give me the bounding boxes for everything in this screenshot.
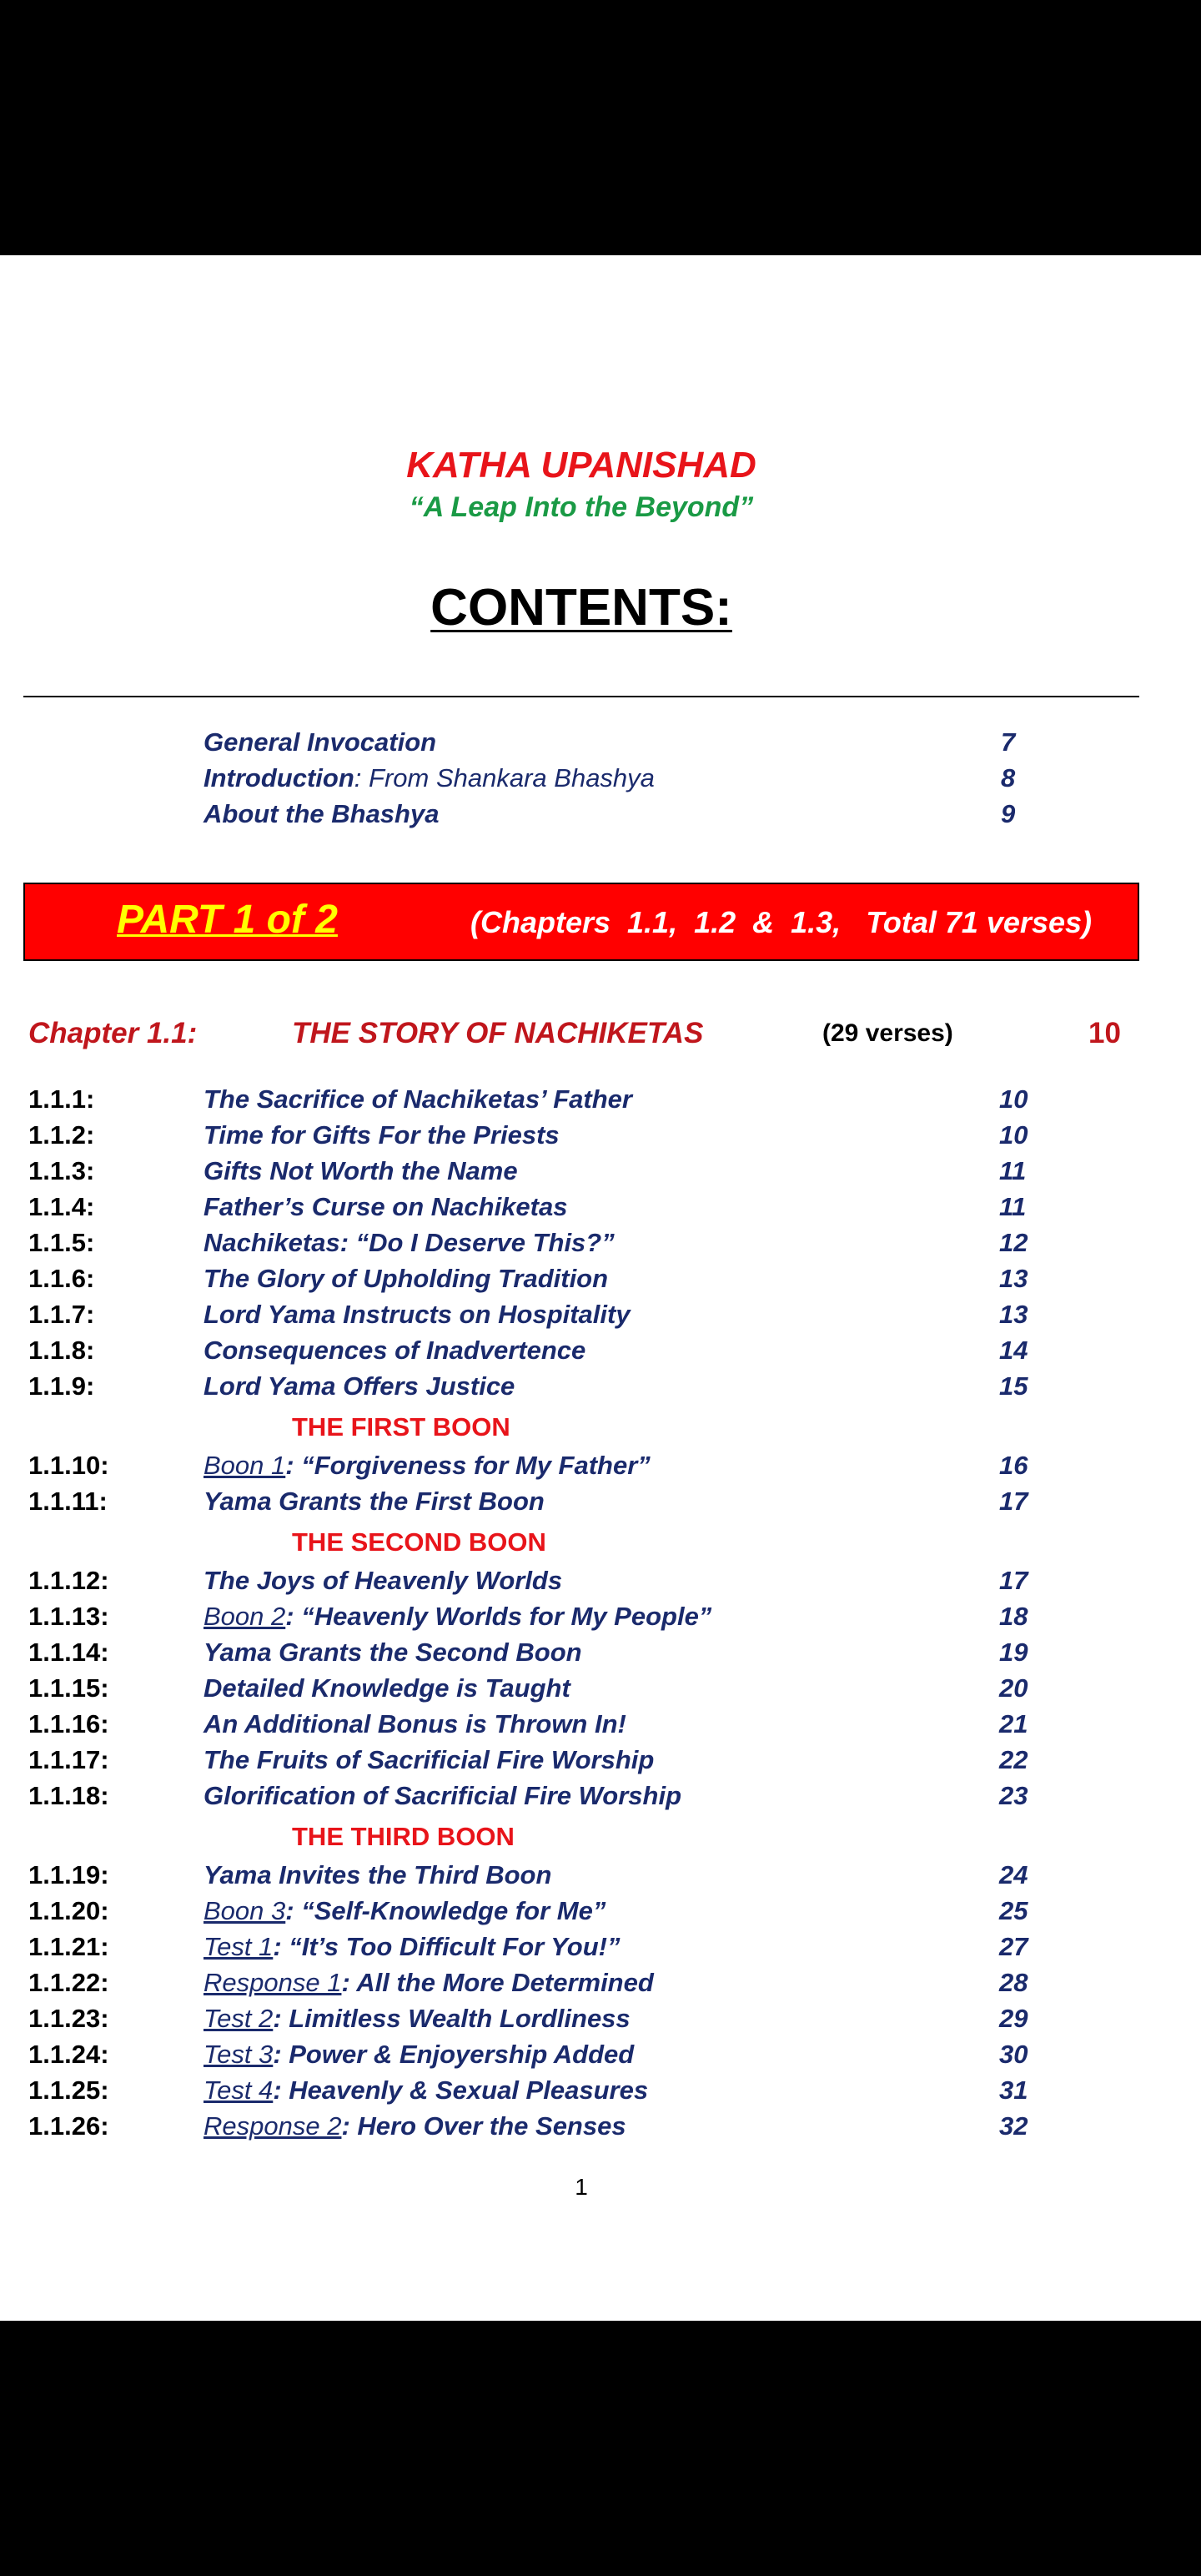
- part-banner: [23, 883, 1139, 961]
- section-heading: THE THIRD BOON: [292, 1822, 515, 1851]
- toc-entry-title: Yama Grants the First Boon: [204, 1487, 545, 1516]
- toc-entry-page: 25: [999, 1896, 1028, 1925]
- toc-entry-title: : All the More Determined: [341, 1968, 654, 1997]
- toc-entry-title: : Hero Over the Senses: [341, 2111, 626, 2141]
- toc-entry-title: General Invocation: [204, 727, 437, 757]
- toc-entry-title: : “Heavenly Worlds for My People”: [285, 1602, 712, 1631]
- toc-entry-title: : Power & Enjoyership Added: [273, 2040, 635, 2069]
- toc-entry-number: 1.1.18:: [28, 1781, 109, 1810]
- chapter-verses: (29 verses): [822, 1019, 953, 1047]
- chapter-page: 10: [1088, 1017, 1121, 1049]
- toc-entry-prefix: Response 1: [204, 1968, 342, 1997]
- toc-entry-number: 1.1.21:: [28, 1932, 109, 1961]
- toc-entry[interactable]: [0, 1778, 1201, 1814]
- toc-entry-number: 1.1.10:: [28, 1451, 109, 1480]
- toc-entry-title: Yama Grants the Second Boon: [204, 1638, 582, 1667]
- toc-entry-number: 1.1.2:: [28, 1120, 95, 1150]
- toc-entry-title: : “Self-Knowledge for Me”: [285, 1896, 606, 1925]
- chapter-label: Chapter 1.1:: [28, 1017, 198, 1049]
- toc-entry-prefix: Boon 2: [204, 1602, 286, 1631]
- toc-entry-page: 19: [999, 1638, 1028, 1667]
- horizontal-divider: [23, 696, 1139, 697]
- toc-entry[interactable]: [0, 1189, 1201, 1225]
- toc-entry[interactable]: [0, 1117, 1201, 1153]
- toc-entry-title: The Glory of Upholding Tradition: [204, 1264, 609, 1293]
- toc-entry[interactable]: [0, 1929, 1201, 1965]
- toc-entry-number: 1.1.20:: [28, 1896, 109, 1925]
- section-heading: THE SECOND BOON: [292, 1527, 546, 1557]
- document-title: KATHA UPANISHAD: [406, 445, 756, 486]
- section-heading: THE FIRST BOON: [292, 1412, 510, 1441]
- toc-entry[interactable]: [0, 1742, 1201, 1778]
- toc-entry-title: Gifts Not Worth the Name: [204, 1156, 518, 1185]
- toc-entry[interactable]: [0, 796, 1201, 832]
- toc-entry-page: 10: [999, 1120, 1028, 1150]
- toc-entry[interactable]: [0, 2072, 1201, 2108]
- toc-entry-number: 1.1.12:: [28, 1566, 109, 1595]
- toc-entry[interactable]: [0, 1562, 1201, 1598]
- toc-entry[interactable]: [0, 1893, 1201, 1929]
- toc-entry-number: 1.1.16:: [28, 1709, 109, 1738]
- toc-entry[interactable]: [0, 1598, 1201, 1634]
- toc-entry-page: 23: [999, 1781, 1028, 1810]
- toc-entry-page: 28: [999, 1968, 1028, 1997]
- toc-entry[interactable]: [0, 1081, 1201, 1117]
- toc-entry-title: : “Forgiveness for My Father”: [285, 1451, 651, 1480]
- toc-entry-number: 1.1.24:: [28, 2040, 109, 2069]
- toc-entry-title: : Heavenly & Sexual Pleasures: [273, 2075, 649, 2105]
- toc-entry-page: 14: [999, 1336, 1028, 1365]
- toc-entry-title: Introduction: [204, 763, 354, 792]
- toc-entry-title: Glorification of Sacrificial Fire Worship: [204, 1781, 682, 1810]
- toc-entry-page: 18: [999, 1602, 1028, 1631]
- toc-entry-prefix: Test 1: [204, 1932, 274, 1961]
- toc-entry-title: The Sacrifice of Nachiketas’ Father: [204, 1084, 632, 1114]
- toc-entry-number: 1.1.3:: [28, 1156, 95, 1185]
- toc-entry[interactable]: [0, 1857, 1201, 1893]
- toc-entry-title: : Limitless Wealth Lordliness: [273, 2004, 631, 2033]
- document-subtitle: “A Leap Into the Beyond”: [409, 491, 754, 523]
- toc-entry-number: 1.1.26:: [28, 2111, 109, 2141]
- chapter-heading[interactable]: [0, 1013, 1201, 1054]
- toc-entry-page: 15: [999, 1371, 1028, 1401]
- toc-entry-number: 1.1.11:: [28, 1487, 108, 1516]
- toc-entry[interactable]: [0, 1483, 1201, 1519]
- toc-entry-page: 11: [999, 1192, 1027, 1221]
- toc-entry-number: 1.1.5:: [28, 1228, 95, 1257]
- toc-entry-page: 24: [999, 1860, 1028, 1889]
- toc-entry-prefix: Boon 3: [204, 1896, 286, 1925]
- toc-entry-title: Detailed Knowledge is Taught: [204, 1673, 570, 1703]
- toc-entry-page: 11: [999, 1156, 1027, 1185]
- toc-entry-page: 29: [999, 2004, 1028, 2033]
- toc-entry[interactable]: [0, 2000, 1201, 2036]
- toc-entry-title: The Joys of Heavenly Worlds: [204, 1566, 563, 1595]
- toc-entry[interactable]: [0, 1634, 1201, 1670]
- toc-entry-number: 1.1.25:: [28, 2075, 109, 2105]
- chapter-title: THE STORY OF NACHIKETAS: [292, 1017, 704, 1049]
- contents-heading: CONTENTS:: [430, 579, 732, 636]
- toc-entry-page: 16: [999, 1451, 1028, 1480]
- toc-entry-number: 1.1.19:: [28, 1860, 109, 1889]
- toc-entry[interactable]: [0, 2036, 1201, 2072]
- toc-list: [0, 1081, 1201, 2144]
- toc-entry-page: 13: [999, 1264, 1028, 1293]
- toc-entry-title: Yama Invites the Third Boon: [204, 1860, 552, 1889]
- toc-entry[interactable]: [0, 2108, 1201, 2144]
- toc-entry-prefix: Boon 1: [204, 1451, 286, 1480]
- toc-entry-number: 1.1.14:: [28, 1638, 109, 1667]
- toc-entry[interactable]: [0, 1153, 1201, 1189]
- toc-entry-page: 32: [999, 2111, 1028, 2141]
- toc-entry-title: About the Bhashya: [204, 799, 440, 828]
- toc-entry-page: 13: [999, 1300, 1028, 1329]
- toc-entry-prefix: Test 2: [204, 2004, 274, 2033]
- toc-entry-title: : “It’s Too Difficult For You!”: [273, 1932, 621, 1961]
- toc-entry-title: Father’s Curse on Nachiketas: [204, 1192, 568, 1221]
- toc-entry[interactable]: [0, 1332, 1201, 1368]
- toc-entry-title: The Fruits of Sacrificial Fire Worship: [204, 1745, 655, 1774]
- toc-entry-page: 17: [999, 1487, 1028, 1516]
- part-title[interactable]: PART 1 of 2: [117, 898, 338, 942]
- document-page: [0, 255, 1201, 2321]
- toc-entry-page: 20: [999, 1673, 1028, 1703]
- toc-entry-page: 12: [999, 1228, 1028, 1257]
- toc-entry-prefix: Response 2: [204, 2111, 342, 2141]
- toc-entry-title: Nachiketas: “Do I Deserve This?”: [204, 1228, 615, 1257]
- toc-entry[interactable]: [0, 1447, 1201, 1483]
- toc-entry[interactable]: [0, 1965, 1201, 2000]
- toc-entry-page: 8: [1001, 763, 1016, 792]
- toc-entry-number: 1.1.13:: [28, 1602, 109, 1631]
- toc-entry-page: 22: [999, 1745, 1028, 1774]
- toc-entry-number: 1.1.22:: [28, 1968, 109, 1997]
- part-info: (Chapters 1.1, 1.2 & 1.3, Total 71 verses): [470, 905, 1092, 939]
- toc-entry-number: 1.1.4:: [28, 1192, 95, 1221]
- toc-entry-prefix: Test 4: [204, 2075, 274, 2105]
- toc-entry-number: 1.1.9:: [28, 1371, 95, 1401]
- toc-entry-title: Time for Gifts For the Priests: [204, 1120, 560, 1150]
- toc-entry-number: 1.1.15:: [28, 1673, 109, 1703]
- title-block: [0, 442, 1163, 526]
- toc-entry-title: Consequences of Inadvertence: [204, 1336, 586, 1365]
- toc-entry-number: 1.1.1:: [28, 1084, 95, 1114]
- page-number: 1: [575, 2174, 588, 2200]
- toc-entry-page: 9: [1001, 799, 1016, 828]
- toc-entry[interactable]: [0, 724, 1201, 760]
- toc-entry-page: 7: [1001, 727, 1016, 757]
- toc-entry-number: 1.1.17:: [28, 1745, 109, 1774]
- toc-entry-prefix: Test 3: [204, 2040, 274, 2069]
- toc-entry-title: An Additional Bonus is Thrown In!: [204, 1709, 626, 1738]
- toc-entry-page: 31: [999, 2075, 1028, 2105]
- toc-entry-number: 1.1.7:: [28, 1300, 95, 1329]
- toc-entry[interactable]: [0, 1670, 1201, 1706]
- toc-entry[interactable]: [0, 1368, 1201, 1404]
- toc-entry[interactable]: [0, 760, 1201, 796]
- toc-entry-number: 1.1.23:: [28, 2004, 109, 2033]
- intro-entries: [0, 724, 1201, 832]
- toc-entry-number: 1.1.6:: [28, 1264, 95, 1293]
- toc-entry-page: 21: [999, 1709, 1028, 1738]
- toc-entry[interactable]: [0, 1706, 1201, 1742]
- toc-entry[interactable]: [0, 1296, 1201, 1332]
- toc-entry-page: 17: [999, 1566, 1028, 1595]
- toc-entry-title: Lord Yama Offers Justice: [204, 1371, 515, 1401]
- toc-entry[interactable]: [0, 1225, 1201, 1260]
- toc-entry-page: 10: [999, 1084, 1028, 1114]
- toc-entry[interactable]: [0, 1260, 1201, 1296]
- toc-entry-title: Lord Yama Instructs on Hospitality: [204, 1300, 631, 1329]
- toc-entry-page: 27: [999, 1932, 1028, 1961]
- toc-entry-title-rest: : From Shankara Bhashya: [354, 763, 655, 792]
- toc-entry-page: 30: [999, 2040, 1028, 2069]
- toc-entry-number: 1.1.8:: [28, 1336, 95, 1365]
